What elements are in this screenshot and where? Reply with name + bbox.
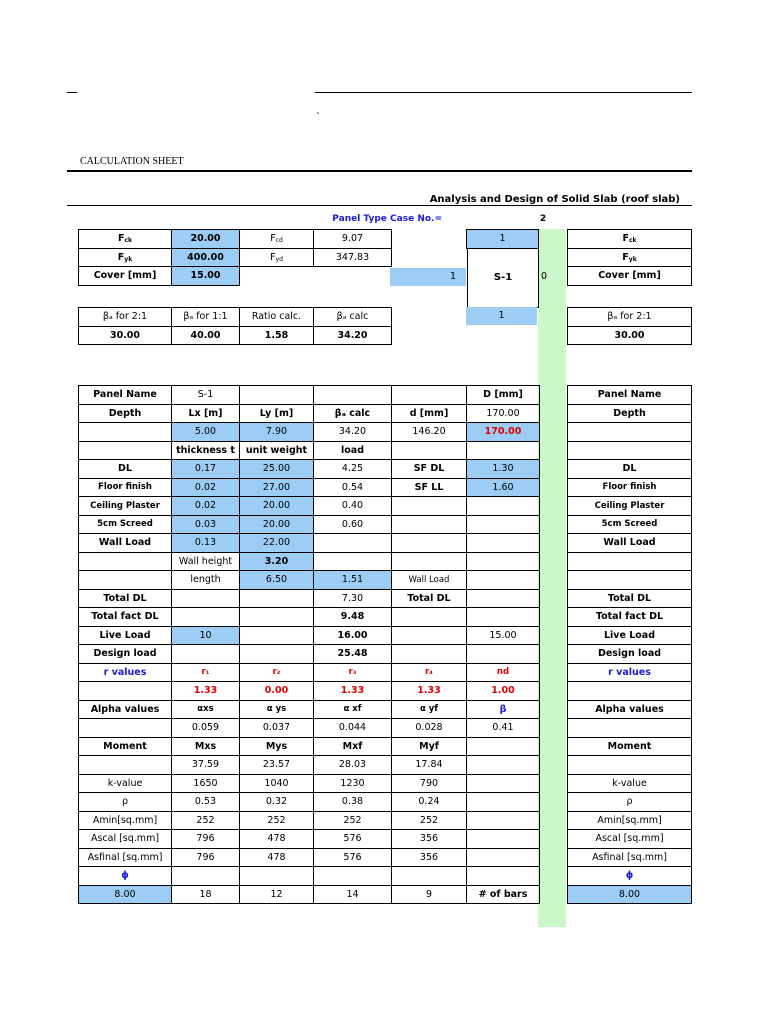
table-row [79,645,540,664]
table-row [79,589,540,608]
fcd-value: 9.07 [314,230,392,249]
table-cell-c5: Wall Load [392,571,467,590]
table-cell-c2 [172,608,240,627]
table-row [568,811,692,830]
table-cell-c5: SF DL [392,460,467,479]
table-cell-c2: 0.059 [172,719,240,738]
table-cell-c1 [79,552,172,571]
table-cell-c4: 28.03 [314,756,392,775]
table-row [568,404,692,423]
table-row [79,441,540,460]
table-cell-c2: r₁ [172,663,240,682]
table-cell-c1: Amin[sq.mm] [79,811,172,830]
table-cell-c3 [240,626,314,645]
table-cell-c4: 576 [314,848,392,867]
table-cell-c4: 576 [314,830,392,849]
fck-label: $F_{ck}$ [79,230,172,249]
center-right-strip-value: 0 [541,271,548,282]
table-cell-c6: 1.60 [467,478,540,497]
table-cell-c1: r values [79,663,172,682]
table-row [79,700,540,719]
table-cell-c4: 9.48 [314,608,392,627]
table-cell-c1: 5cm Screed [79,515,172,534]
table-cell-c5 [392,534,467,553]
table-cell-c1: Asfinal [sq.mm] [79,848,172,867]
table-cell-c3 [240,386,314,405]
right-table-cell: Wall Load [568,534,692,553]
beta-calc-value: 34.20 [314,326,392,345]
table-cell-c5: 0.24 [392,793,467,812]
right-table-cell: Total fact DL [568,608,692,627]
table-cell-c4 [314,386,392,405]
table-cell-c2: 0.02 [172,478,240,497]
top-left-dash [67,92,77,93]
table-cell-c4: 0.044 [314,719,392,738]
table-cell-c4: 1.51 [314,571,392,590]
cover-label: Cover [mm] [79,267,172,286]
table-row [79,552,540,571]
panel-type-value: 2 [539,214,547,224]
right-main-table [567,385,692,904]
table-cell-c2: 5.00 [172,423,240,442]
table-cell-c1: ϕ [79,867,172,886]
table-cell-c6: nd [467,663,540,682]
table-cell-c6 [467,441,540,460]
table-row [79,626,540,645]
table-cell-c6 [467,497,540,516]
table-cell-c6 [467,515,540,534]
table-cell-c1: Moment [79,737,172,756]
table-cell-c3: unit weight [240,441,314,460]
table-cell-c1 [79,423,172,442]
table-cell-c2: Lx [m] [172,404,240,423]
top-right-rule [315,92,692,93]
table-cell-c2 [172,867,240,886]
table-cell-c1 [79,756,172,775]
table-cell-c2: 37.59 [172,756,240,775]
right-materials-table [567,229,692,286]
table-row [79,811,540,830]
table-row [568,848,692,867]
beta-21-value: 30.00 [79,326,172,345]
table-cell-c6 [467,737,540,756]
table-cell-c4: 1.33 [314,682,392,701]
right-table-cell [568,756,692,775]
table-cell-c1: Total DL [79,589,172,608]
table-cell-c6 [467,608,540,627]
table-cell-c2: 252 [172,811,240,830]
right-table-cell: Moment [568,737,692,756]
table-cell-c1: Floor finish [79,478,172,497]
table-cell-c5: α yf [392,700,467,719]
table-cell-c6: D [mm] [467,386,540,405]
table-cell-c6: # of bars [467,885,540,904]
table-row [79,534,540,553]
table-cell-c4: α xf [314,700,392,719]
table-cell-c3: 3.20 [240,552,314,571]
table-cell-c3 [240,589,314,608]
right-table-cell: DL [568,460,692,479]
table-cell-c5 [392,552,467,571]
table-cell-c5 [392,608,467,627]
table-cell-c6 [467,589,540,608]
table-row [79,404,540,423]
table-row [79,867,540,886]
table-cell-c4: 7.30 [314,589,392,608]
table-cell-c4: 0.60 [314,515,392,534]
table-cell-c4: βₐ calc [314,404,392,423]
table-cell-c2: 0.53 [172,793,240,812]
table-cell-c5: 9 [392,885,467,904]
center-beta-value[interactable]: 1 [466,307,537,325]
table-cell-c2: 0.02 [172,497,240,516]
table-cell-c5 [392,497,467,516]
table-row [79,478,540,497]
table-row [568,423,692,442]
table-cell-c3: 7.90 [240,423,314,442]
table-cell-c1 [79,571,172,590]
right-table-cell [568,423,692,442]
table-cell-c6 [467,571,540,590]
table-cell-c3: 0.00 [240,682,314,701]
right-table-cell: 8.00 [568,885,692,904]
table-cell-c1: Design load [79,645,172,664]
right-fyk-label: $F_{yk}$ [568,248,692,267]
right-table-cell: Alpha values [568,700,692,719]
table-cell-c6 [467,793,540,812]
table-row [79,682,540,701]
table-row [568,867,692,886]
table-cell-c2: thickness t [172,441,240,460]
table-cell-c1: Ascal [sq.mm] [79,830,172,849]
right-table-cell: Ceiling Plaster [568,497,692,516]
table-row [79,460,540,479]
table-row [568,830,692,849]
table-cell-c2: 0.03 [172,515,240,534]
table-row [79,608,540,627]
table-cell-c3: α ys [240,700,314,719]
table-cell-c4: 0.40 [314,497,392,516]
table-cell-c5 [392,867,467,886]
right-table-cell: r values [568,663,692,682]
sheet-title: CALCULATION SHEET [80,156,184,167]
table-cell-c5: Total DL [392,589,467,608]
table-row [568,774,692,793]
table-cell-c2: αxs [172,700,240,719]
table-cell-c1: ρ [79,793,172,812]
ratio-calc-header: Ratio calc. [240,308,314,327]
table-row [568,441,692,460]
table-row [568,515,692,534]
table-row [568,645,692,664]
table-row [79,885,540,904]
table-cell-c2: Mxs [172,737,240,756]
table-cell-c4: 25.48 [314,645,392,664]
table-row [79,663,540,682]
right-table-cell: Panel Name [568,386,692,405]
table-cell-c2: 1.33 [172,682,240,701]
right-beta-label: βₐ for 2:1 [568,308,692,327]
table-row [568,756,692,775]
table-cell-c5: 252 [392,811,467,830]
table-cell-c2: 10 [172,626,240,645]
table-cell-c6 [467,534,540,553]
right-beta-table [567,307,692,345]
table-cell-c3: 20.00 [240,497,314,516]
table-cell-c2 [172,589,240,608]
table-cell-c5: 1.33 [392,682,467,701]
table-cell-c2: S-1 [172,386,240,405]
table-cell-c5 [392,386,467,405]
main-title: Analysis and Design of Solid Slab (roof slab) [429,194,680,205]
table-row [568,885,692,904]
materials-table [78,229,392,286]
fyk-value[interactable]: 400.00 [172,248,240,267]
table-row [79,386,540,405]
table-cell-c3: 25.00 [240,460,314,479]
table-row [79,830,540,849]
table-cell-c5: SF LL [392,478,467,497]
table-cell-c6 [467,811,540,830]
table-cell-c3: 6.50 [240,571,314,590]
table-cell-c3: r₂ [240,663,314,682]
header-thick-rule [67,170,692,172]
empty-cell [240,267,314,286]
title-underline [67,205,692,206]
table-cell-c5: Myf [392,737,467,756]
table-row [568,626,692,645]
table-cell-c5: 17.84 [392,756,467,775]
table-row [79,515,540,534]
table-cell-c2: 0.13 [172,534,240,553]
table-cell-c6: 170.00 [467,404,540,423]
table-cell-c4: 34.20 [314,423,392,442]
table-cell-c5: d [mm] [392,404,467,423]
table-cell-c5 [392,515,467,534]
table-cell-c6 [467,645,540,664]
table-cell-c6: 170.00 [467,423,540,442]
table-cell-c1: Depth [79,404,172,423]
table-cell-c6 [467,867,540,886]
table-cell-c2: 0.17 [172,460,240,479]
table-row [568,682,692,701]
table-cell-c1 [79,441,172,460]
table-cell-c1: DL [79,460,172,479]
table-cell-c1 [79,719,172,738]
table-cell-c3: 252 [240,811,314,830]
table-cell-c5: 356 [392,830,467,849]
table-cell-c3: 12 [240,885,314,904]
table-cell-c1: k-value [79,774,172,793]
empty-cell [314,267,392,286]
center-left-strip-value: 1 [450,271,457,282]
table-row [568,478,692,497]
table-row [79,774,540,793]
table-cell-c4: 16.00 [314,626,392,645]
table-row [568,700,692,719]
table-row [568,719,692,738]
table-row [568,460,692,479]
right-table-cell [568,682,692,701]
table-cell-c4: 0.54 [314,478,392,497]
table-cell-c4: 0.38 [314,793,392,812]
table-cell-c1: Wall Load [79,534,172,553]
table-cell-c3: 23.57 [240,756,314,775]
fyk-label: $F_{yk}$ [79,248,172,267]
table-cell-c3: 0.32 [240,793,314,812]
table-cell-c3: 20.00 [240,515,314,534]
table-cell-c2: 1650 [172,774,240,793]
table-cell-c3: Ly [m] [240,404,314,423]
beta-table [78,307,392,345]
table-cell-c5 [392,441,467,460]
table-row [568,552,692,571]
table-row [568,497,692,516]
table-row [79,423,540,442]
table-cell-c3: 478 [240,848,314,867]
table-cell-c2: Wall height [172,552,240,571]
table-cell-c6: 1.30 [467,460,540,479]
panel-type-label: Panel Type Case No.= [332,214,442,224]
beta-calc-header: βₐ calc [314,308,392,327]
table-cell-c5: 790 [392,774,467,793]
table-cell-c3: 1040 [240,774,314,793]
table-cell-c1: Ceiling Plaster [79,497,172,516]
table-cell-c5: 146.20 [392,423,467,442]
table-cell-c2: 18 [172,885,240,904]
fck-value[interactable]: 20.00 [172,230,240,249]
table-cell-c5: 356 [392,848,467,867]
table-cell-c5: r₄ [392,663,467,682]
table-row [79,737,540,756]
table-cell-c3 [240,645,314,664]
table-cell-c4 [314,867,392,886]
table-cell-c2: length [172,571,240,590]
table-row [568,737,692,756]
table-cell-c3: Mys [240,737,314,756]
right-table-cell: Ascal [sq.mm] [568,830,692,849]
table-row [568,793,692,812]
fyd-value: 347.83 [314,248,392,267]
right-table-cell [568,552,692,571]
table-cell-c2 [172,645,240,664]
table-row [568,534,692,553]
table-row [79,756,540,775]
right-table-cell [568,441,692,460]
table-cell-c4: 14 [314,885,392,904]
table-row [79,497,540,516]
table-cell-c4: 252 [314,811,392,830]
table-cell-c3 [240,608,314,627]
green-column [538,229,566,927]
table-row [568,663,692,682]
table-cell-c6 [467,552,540,571]
table-row [79,793,540,812]
right-beta-value: 30.00 [568,326,692,345]
table-cell-c2: 796 [172,830,240,849]
cover-value[interactable]: 15.00 [172,267,240,286]
table-cell-c4: 1230 [314,774,392,793]
table-cell-c6: 0.41 [467,719,540,738]
beta-11-header: βₐ for 1:1 [172,308,240,327]
center-panel-label: S-1 [467,248,539,308]
right-table-cell: Design load [568,645,692,664]
table-row [79,719,540,738]
table-cell-c1: Live Load [79,626,172,645]
table-cell-c5: 0.028 [392,719,467,738]
right-table-cell: Total DL [568,589,692,608]
right-table-cell: Live Load [568,626,692,645]
table-row [568,608,692,627]
fcd-label: $F_{cd}$ [240,230,314,249]
table-cell-c4: r₃ [314,663,392,682]
table-cell-c6: 15.00 [467,626,540,645]
table-cell-c3: 27.00 [240,478,314,497]
table-row [79,571,540,590]
table-cell-c4 [314,534,392,553]
beta-11-value: 40.00 [172,326,240,345]
table-cell-c4: Mxf [314,737,392,756]
right-cover-label: Cover [mm] [568,267,692,286]
table-cell-c1: Alpha values [79,700,172,719]
ratio-calc-value: 1.58 [240,326,314,345]
table-cell-c6: 1.00 [467,682,540,701]
table-cell-c6 [467,848,540,867]
beta-21-header: βₐ for 2:1 [79,308,172,327]
table-cell-c5 [392,626,467,645]
table-cell-c6 [467,756,540,775]
table-cell-c6 [467,830,540,849]
right-table-cell [568,719,692,738]
right-table-cell: k-value [568,774,692,793]
table-row [79,848,540,867]
table-cell-c1: Panel Name [79,386,172,405]
table-row [568,386,692,405]
table-cell-c3: 22.00 [240,534,314,553]
table-cell-c1: Total fact DL [79,608,172,627]
table-cell-c3 [240,867,314,886]
right-table-cell [568,571,692,590]
right-table-cell: ρ [568,793,692,812]
right-table-cell: 5cm Screed [568,515,692,534]
stray-apostrophe: ` [316,112,321,123]
table-row [568,571,692,590]
table-cell-c4: 4.25 [314,460,392,479]
right-table-cell: Asfinal [sq.mm] [568,848,692,867]
table-cell-c4 [314,552,392,571]
main-table [78,385,540,904]
right-table-cell: Depth [568,404,692,423]
right-fck-label: $F_{ck}$ [568,230,692,249]
table-row [568,589,692,608]
right-table-cell: Floor finish [568,478,692,497]
table-cell-c3: 0.037 [240,719,314,738]
right-table-cell: Amin[sq.mm] [568,811,692,830]
table-cell-c3: 478 [240,830,314,849]
table-cell-c6 [467,774,540,793]
table-cell-c4: load [314,441,392,460]
table-cell-c6: β [467,700,540,719]
table-cell-c1: 8.00 [79,885,172,904]
right-table-cell: ϕ [568,867,692,886]
center-top-value[interactable]: 1 [466,229,539,249]
fyd-label: $F_{yd}$ [240,248,314,267]
table-cell-c2: 796 [172,848,240,867]
table-cell-c5 [392,645,467,664]
table-cell-c1 [79,682,172,701]
